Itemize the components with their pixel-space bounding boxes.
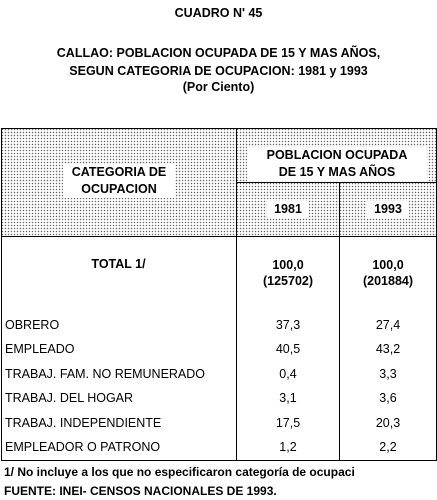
table-border-left <box>1 128 2 461</box>
table-row-1981: 3,1 <box>279 391 297 405</box>
table-row-label: EMPLEADOR O PATRONO <box>5 440 161 454</box>
table-divider-group <box>236 182 437 183</box>
source-note: FUENTE: INEI- CENSOS NACIONALES DE 1993. <box>4 484 277 498</box>
table-border-top <box>1 128 437 129</box>
table-row-1993: 3,6 <box>379 391 397 405</box>
total-1993 <box>340 257 436 289</box>
table-row-1993: 2,2 <box>379 440 397 454</box>
total-1981 <box>237 257 339 289</box>
table-row-1981: 40,5 <box>275 342 301 356</box>
table-units: (Por Ciento) <box>182 80 255 94</box>
table-number: CUADRO N' 45 <box>174 6 263 20</box>
table-row-label: EMPLEADO <box>5 342 75 356</box>
total-1981-pct: 100,0 <box>272 258 304 272</box>
header-group-line-1: POBLACION OCUPADA <box>266 148 408 162</box>
total-1993-pct: 100,0 <box>372 258 404 272</box>
table-title-line-2: SEGUN CATEGORIA DE OCUPACION: 1981 y 1993 <box>69 64 368 78</box>
table-row-1993: 20,3 <box>375 416 401 430</box>
data-table <box>1 128 437 461</box>
table-row-1981: 1,2 <box>279 440 297 454</box>
table-border-bottom <box>1 460 437 461</box>
table-row-label: TRABAJ. INDEPENDIENTE <box>5 416 162 430</box>
header-year-1993: 1993 <box>367 201 409 218</box>
table-row-label: TRABAJ. DEL HOGAR <box>5 391 134 405</box>
table-row-1981: 37,3 <box>275 318 301 332</box>
header-category-line-2: OCUPACION <box>81 182 157 196</box>
table-title-line-1: CALLAO: POBLACION OCUPADA DE 15 Y MAS AÑOS, <box>56 46 381 60</box>
table-row-label: TRABAJ. FAM. NO REMUNERADO <box>5 367 206 381</box>
header-category-label <box>63 164 175 198</box>
table-row-1993: 27,4 <box>375 318 401 332</box>
total-1993-count: (201884) <box>362 274 414 288</box>
table-row-1981: 17,5 <box>275 416 301 430</box>
footnote-1: 1/ No incluye a los que no especificaron categoría de ocupaci <box>4 465 355 479</box>
table-row-label: OBRERO <box>5 318 60 332</box>
table-divider-header <box>1 236 437 237</box>
table-row-1993: 3,3 <box>379 367 397 381</box>
table-divider-category <box>236 128 237 461</box>
table-row-1981: 0,4 <box>279 367 297 381</box>
header-group-label <box>247 147 427 181</box>
total-1981-count: (125702) <box>262 274 314 288</box>
table-row-1993: 43,2 <box>375 342 401 356</box>
header-year-1981: 1981 <box>267 201 309 218</box>
header-category-line-1: CATEGORIA DE <box>71 165 167 179</box>
total-label: TOTAL 1/ <box>91 257 146 271</box>
header-group-line-2: DE 15 Y MAS AÑOS <box>278 165 396 179</box>
